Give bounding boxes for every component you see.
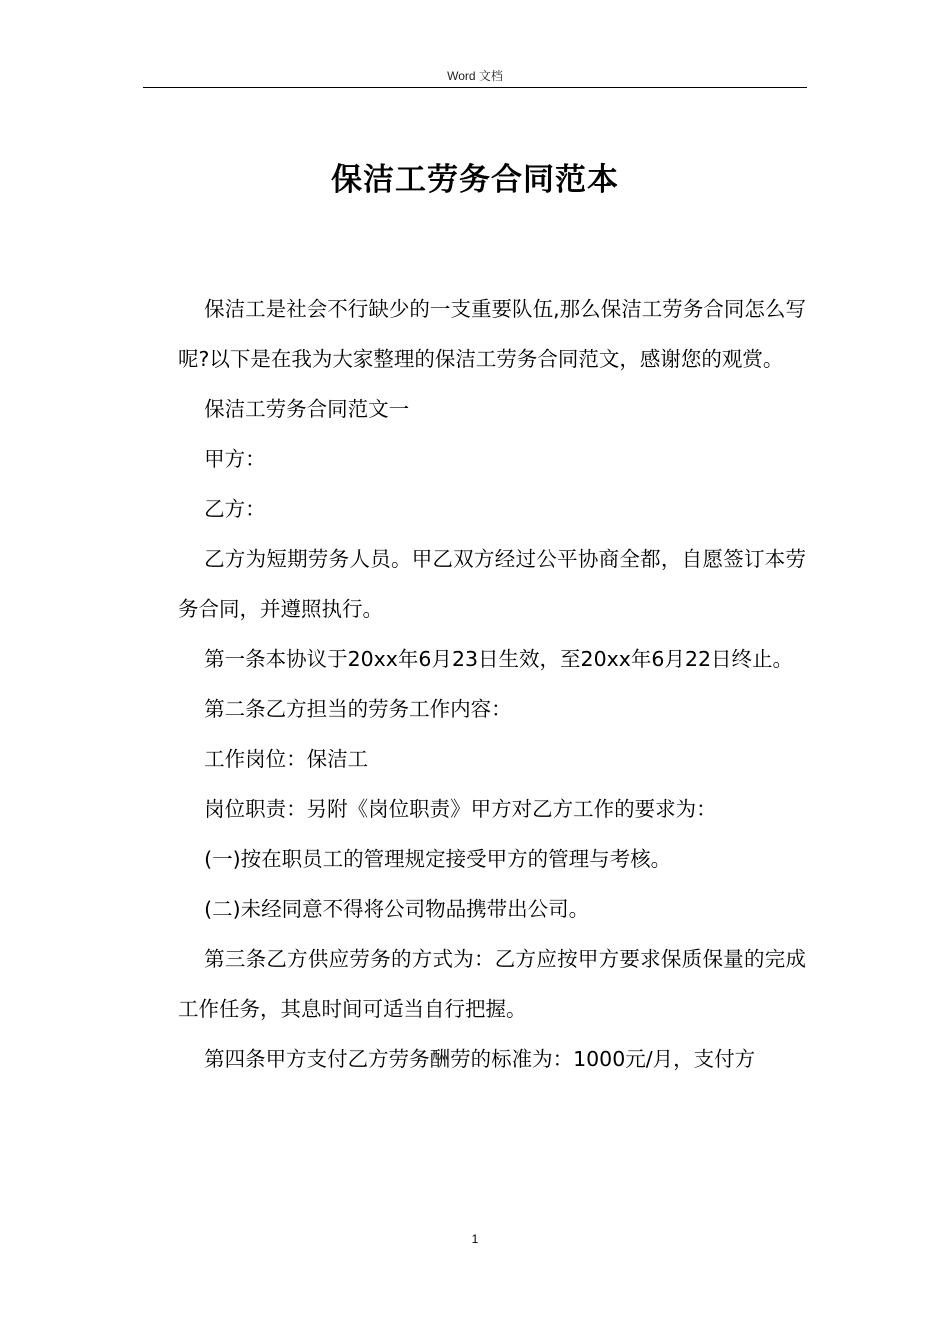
paragraph-article-1: 第一条本协议于20xx年6月23日生效，至20xx年6月22日终止。: [204, 647, 794, 671]
header-divider: [143, 87, 807, 88]
paragraph-intro: 保洁工是社会不行缺少的一支重要队伍,那么保洁工劳务合同怎么写呢?以下是在我为大家整理的保洁工劳务合同范文，感谢您的观赏。: [178, 297, 806, 371]
paragraph-article-2: 第二条乙方担当的劳务工作内容：: [204, 697, 512, 721]
paragraph-article-3: 第三条乙方供应劳务的方式为：乙方应按甲方要求保质保量的完成工作任务，其息时间可适当自行把握。: [178, 947, 806, 1021]
paragraph-requirement-2: (二)未经同意不得将公司物品携带出公司。: [204, 897, 590, 921]
paragraph-party-b: 乙方：: [204, 497, 266, 521]
page-header: Word 文档: [447, 69, 503, 83]
paragraph-requirement-1: (一)按在职员工的管理规定接受甲方的管理与考核。: [204, 847, 672, 871]
document-title: 保洁工劳务合同范本: [331, 162, 619, 198]
paragraph-job-duties: 岗位职责：另附《岗位职责》甲方对乙方工作的要求为：: [204, 797, 717, 821]
paragraph-preamble: 乙方为短期劳务人员。甲乙双方经过公平协商全都，自愿签订本劳务合同，并遵照执行。: [178, 547, 806, 621]
paragraph-article-4: 第四条甲方支付乙方劳务酬劳的标准为：1000元/月，支付方: [204, 1047, 756, 1071]
page-number: 1: [471, 1232, 479, 1246]
paragraph-party-a: 甲方：: [204, 447, 266, 471]
paragraph-job-position: 工作岗位：保洁工: [204, 747, 369, 771]
document-body: [178, 284, 806, 1084]
paragraph-sample-heading: 保洁工劳务合同范文一: [204, 397, 410, 421]
